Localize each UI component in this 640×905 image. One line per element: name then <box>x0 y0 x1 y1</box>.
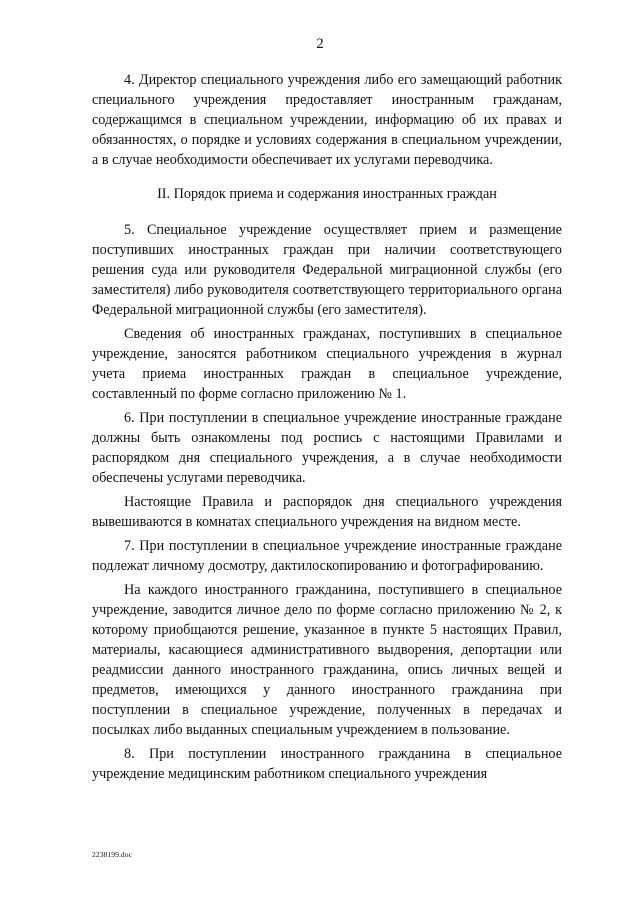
paragraph-item-4: 4. Директор специального учреждения либо его замещающий работник специального учреждения предоставляет иностранным гражданам, содержащимся в специальном учреждении, информацию об их правах и обязанностях, о порядке и условиях содержания в специальном учреждении, а в случае необходимости обеспечивает их услугами переводчика. <box>92 72 562 168</box>
section-heading: II. Порядок приема и содержания иностранных граждан <box>157 186 497 202</box>
paragraph-item-5: 5. Специальное учреждение осуществляет прием и размещение поступивших иностранных граждан при наличии соответствующего решения суда или руководителя Федеральной миграционной службы (его заместителя) либо руководителя соответствующего территориального органа Федеральной миграционной службы (его заместителя). <box>92 222 562 318</box>
paragraph-personal-file: На каждого иностранного гражданина, поступившего в специальное учреждение, заводится личное дело по форме согласно приложению № 2, к которому приобщаются решение, указанное в пункте 5 настоящих Правил, материалы, касающиеся административного выдворения, депортации или реадмиссии данного иностранного гражданина, опись личных вещей и предметов, имеющихся у данного иностранного гражданина при поступлении в специальное учреждение, полученных в передачах и посылках либо выданных специальным учреждением в пользование. <box>92 582 562 738</box>
footer-filename: 2238199.doc <box>92 850 133 859</box>
document-body <box>92 70 562 788</box>
paragraph-item-6: 6. При поступлении в специальное учреждение иностранные граждане должны быть ознакомлены под роспись с настоящими Правилами и распорядком дня специального учреждения, а в случае необходимости обеспечены услугами переводчика. <box>92 410 562 486</box>
paragraph-item-8: 8. При поступлении иностранного гражданина в специальное учреждение медицинским работником специального учреждения <box>92 746 562 782</box>
paragraph-item-7: 7. При поступлении в специальное учреждение иностранные граждане подлежат личному досмотру, дактилоскопированию и фотографированию. <box>92 538 562 574</box>
paragraph-registration: Сведения об иностранных гражданах, поступивших в специальное учреждение, заносятся работником специального учреждения в журнал учета приема иностранных граждан в специальное учреждение, составленный по форме согласно приложению № 1. <box>92 326 562 402</box>
page-number: 2 <box>316 36 324 52</box>
paragraph-rules-posting: Настоящие Правила и распорядок дня специального учреждения вывешиваются в комнатах специального учреждения на видном месте. <box>92 494 562 530</box>
